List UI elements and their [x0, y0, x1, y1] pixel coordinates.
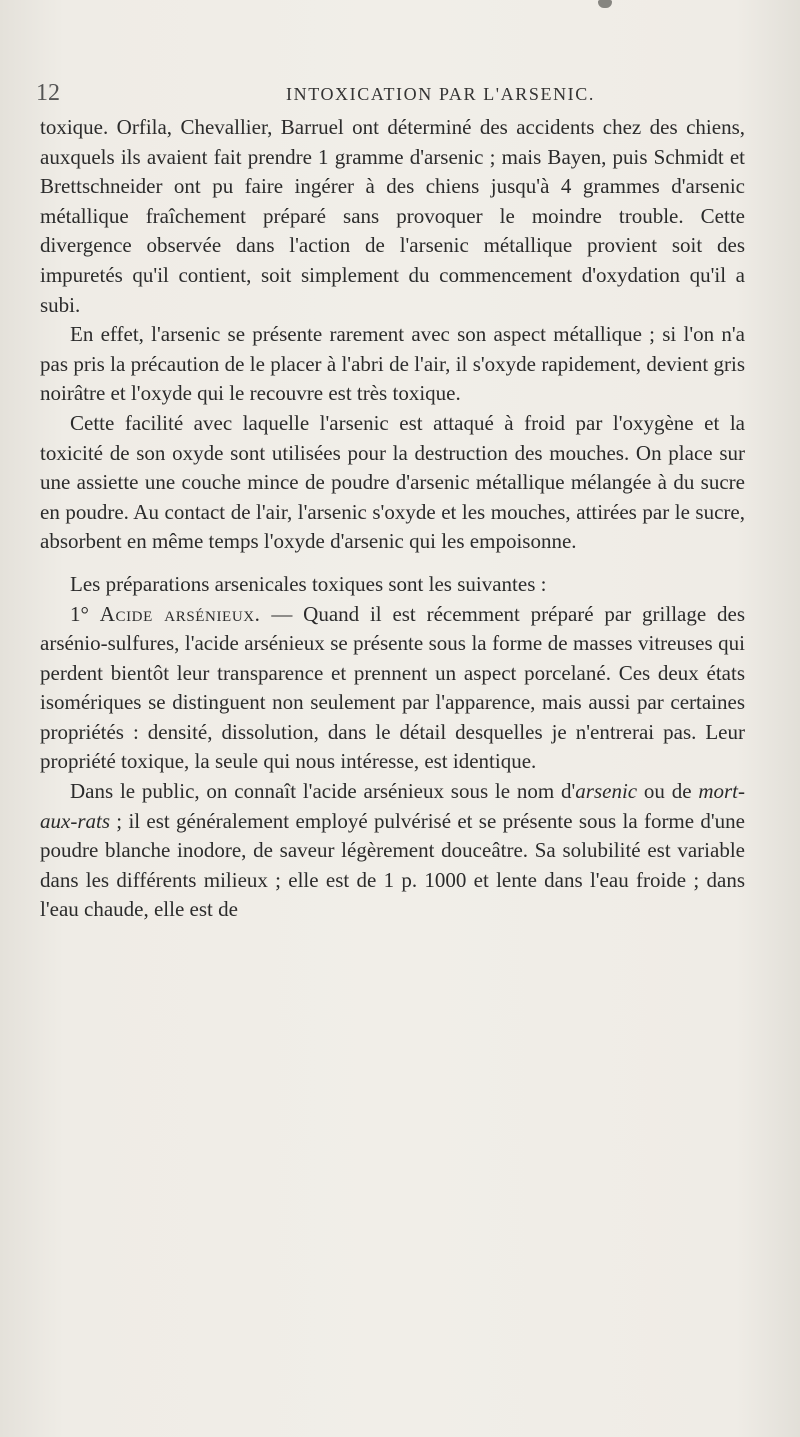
running-title: INTOXICATION PAR L'ARSENIC.	[286, 84, 595, 104]
item-term: Acide arsénieux.	[99, 601, 261, 626]
p6-text-d: d'	[561, 779, 576, 804]
paragraph-5	[40, 600, 745, 778]
item-text: — Quand il est récemment préparé par grillage des arsénio-sulfures, l'acide arsénieux se présente sous la forme de masses vitreuses qui perdent bientôt leur transparence et prennent un aspect porcelané. Ces deux états isomériques se distinguent non seulement par l'apparence, mais aussi par certaines propriétés : densité, dissolution, dans le détail desquelles je n'entrerai pas. Leur propriété toxique, la seule qui nous intéresse, est identique.	[40, 601, 745, 774]
item-number: 1°	[70, 601, 89, 626]
paragraph-3: Cette facilité avec laquelle l'arsenic est attaqué à froid par l'oxygène et la toxicité de son oxyde sont utilisées pour la destruction des mouches. On place sur une assiette une couche mince de poudre d'arsenic métallique mélangée à du sucre en poudre. Au contact de l'air, l'arsenic s'oxyde et les mouches, attirées par le sucre, absorbent en même temps l'oxyde d'arsenic qui les empoisonne.	[40, 410, 745, 554]
page-number: 12	[36, 80, 60, 106]
p6-italic-mort-aux-rats: mort-aux-rats	[40, 779, 745, 833]
paragraph-4: Les préparations arsenicales toxiques sont les suivantes :	[70, 571, 547, 596]
p6-text-a: Dans le public, on connaît l'acide arsénieux sous le nom	[70, 779, 561, 804]
paragraph-6	[40, 777, 745, 925]
page-header	[36, 80, 736, 110]
ink-mark	[598, 0, 612, 8]
paragraph-2: En effet, l'arsenic se présente rarement avec son aspect métallique ; si l'on n'a pas pris la précaution de le placer à l'abri de l'air, il s'oxyde rapidement, devient gris noirâtre et l'oxyde qui le recouvre est très toxique.	[40, 322, 745, 406]
body-text	[40, 113, 745, 925]
p6-italic-arsenic: arsenic	[575, 779, 638, 804]
p6-text-b: ou de	[637, 779, 699, 804]
p6-text-c: ; il est généralement employé pulvérisé et se présente sous la forme d'une poudre blanche inodore, de saveur légèrement douceâtre. Sa solubilité est variable dans les différents milieux ; elle est de 1 p. 1000 et lente dans l'eau froide ; dans l'eau chaude, elle est de	[40, 808, 745, 922]
paragraph-1: toxique. Orfila, Chevallier, Barruel ont déterminé des accidents chez des chiens, auxquels ils avaient fait prendre 1 gramme d'arsenic ; mais Bayen, puis Schmidt et Brettschneider ont pu faire ingérer à des chiens jusqu'à 4 grammes d'arsenic métallique fraîchement préparé sans provoquer le moindre trouble. Cette divergence observée dans l'action de l'arsenic métallique provient soit des impuretés qu'il contient, soit simplement du commencement d'oxydation qu'il a subi.	[40, 115, 745, 317]
